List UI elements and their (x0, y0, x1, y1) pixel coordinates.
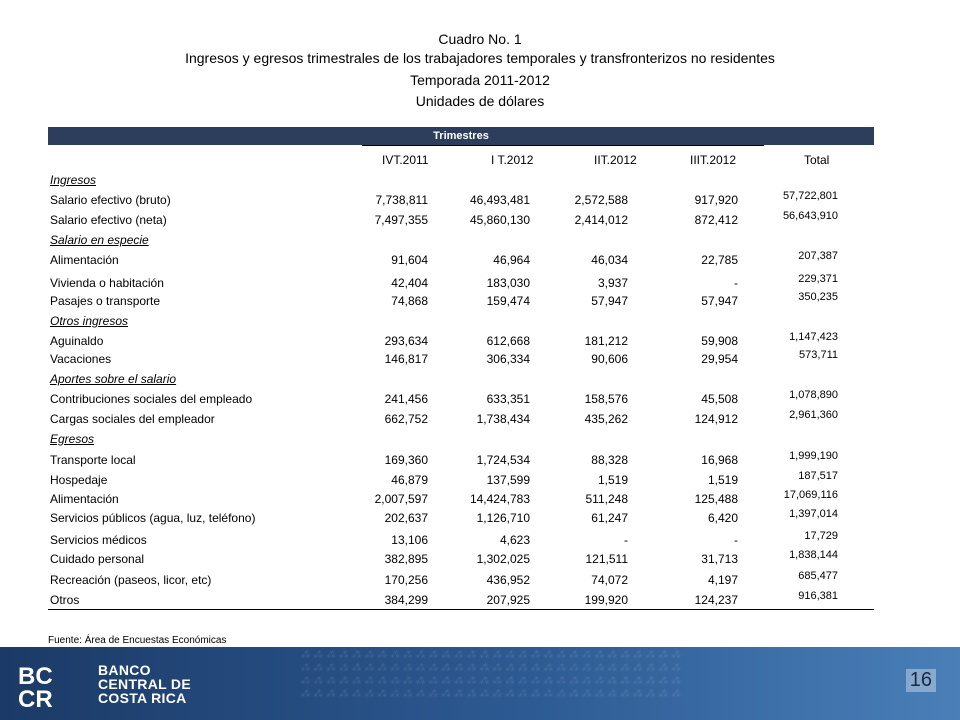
table-number: Cuadro No. 1 (438, 31, 522, 47)
table-cell: 207,925 (486, 593, 530, 607)
table-cell: 199,920 (584, 593, 628, 607)
table-cell: 56,643,910 (782, 210, 838, 222)
table-cell: 2,414,012 (574, 213, 628, 227)
bank-name-line-2: CENTRAL DE (98, 676, 191, 692)
page-number: 16 (906, 669, 936, 692)
table-cell: 90,606 (591, 352, 628, 366)
row-label: Alimentación (50, 253, 119, 267)
table-cell: 229,371 (798, 273, 838, 285)
table-cell: 3,937 (597, 276, 628, 290)
table-row (48, 349, 874, 372)
table-cell: 350,235 (798, 291, 838, 303)
table-cell: - (734, 276, 738, 290)
table-cell: 22,785 (701, 253, 738, 267)
section-header-row (48, 432, 874, 452)
column-header-total: Total (804, 153, 830, 167)
table-units: Unidades de dólares (415, 93, 545, 109)
row-label: Cuidado personal (50, 552, 145, 566)
table-cell: 14,424,783 (469, 492, 530, 506)
row-label: Transporte local (50, 453, 136, 467)
table-cell: 6,420 (707, 511, 738, 525)
table-cell: 46,879 (391, 473, 428, 487)
row-label: Alimentación (50, 492, 119, 506)
table-row (48, 508, 874, 531)
table-cell: 46,493,481 (469, 193, 530, 207)
table-row (48, 250, 874, 273)
table-cell: 435,262 (584, 412, 628, 426)
watermark-pattern: ⁂ ⁂ ⁂ ⁂ ⁂ ⁂ ⁂ ⁂ ⁂ ⁂ ⁂ ⁂ ⁂ ⁂ ⁂ ⁂ ⁂ ⁂ ⁂ ⁂ ⁂ ⁂ ⁂ ⁂ ⁂ ⁂ ⁂ ⁂ ⁂ ⁂ ⁂ ⁂ ⁂ ⁂ ⁂ ⁂ ⁂ ⁂ ⁂ ⁂ ⁂ ⁂ ⁂ ⁂ ⁂ ⁂ ⁂ ⁂ ⁂ ⁂ ⁂ ⁂ ⁂ ⁂ ⁂ ⁂ ⁂ ⁂ ⁂ ⁂ ⁂ ⁂ ⁂ ⁂ ⁂ ⁂ ⁂ ⁂ ⁂ ⁂ ⁂ ⁂ ⁂ ⁂ ⁂ ⁂ ⁂ ⁂ ⁂ ⁂ ⁂ ⁂ ⁂ ⁂ ⁂ ⁂ ⁂ ⁂ ⁂ ⁂ ⁂ ⁂ ⁂ ⁂ ⁂ ⁂ ⁂ ⁂ ⁂ ⁂ ⁂ ⁂ ⁂ ⁂ ⁂ ⁂ ⁂ ⁂ ⁂ ⁂ ⁂ ⁂ ⁂ ⁂ ⁂ ⁂ ⁂ ⁂ ⁂ ⁂ (300, 650, 681, 700)
row-label: Servicios públicos (agua, luz, teléfono) (50, 511, 256, 525)
section-label: Egresos (50, 432, 95, 446)
table-cell: 1,302,025 (476, 552, 530, 566)
row-label: Servicios médicos (50, 533, 147, 547)
table-cell: 187,517 (798, 470, 838, 482)
table-bottom-rule (48, 609, 874, 610)
row-label: Aguinaldo (50, 334, 104, 348)
table-cell: 31,713 (701, 552, 738, 566)
table-cell: 917,920 (694, 193, 738, 207)
section-label: Otros ingresos (50, 314, 129, 328)
row-label: Salario efectivo (bruto) (50, 193, 171, 207)
table-row (48, 409, 874, 432)
table-row (48, 549, 874, 572)
table-cell: 4,197 (707, 573, 738, 587)
table-cell: 1,838,144 (789, 549, 838, 561)
table-cell: 1,519 (707, 473, 738, 487)
table-cell: 16,968 (701, 453, 738, 467)
section-label: Ingresos (50, 173, 97, 187)
table-cell: 573,711 (799, 349, 838, 361)
table-cell: 57,722,801 (782, 190, 838, 202)
table-cell: 872,412 (694, 213, 738, 227)
row-label: Vivienda o habitación (50, 276, 164, 290)
footer-banner (0, 647, 960, 720)
table-cell: 13,106 (391, 533, 428, 547)
table-cell: 124,237 (694, 593, 738, 607)
table-cell: 57,947 (591, 294, 628, 308)
table-cell: 121,511 (585, 552, 628, 566)
bank-name (98, 663, 191, 705)
table-cell: 1,738,434 (476, 412, 530, 426)
bank-name-line-3: COSTA RICA (98, 690, 187, 706)
table-cell: 17,069,116 (783, 489, 838, 501)
group-header-label: Trimestres (433, 130, 489, 142)
table-cell: 436,952 (486, 573, 530, 587)
table-cell: 88,328 (591, 453, 628, 467)
table-cell: 46,964 (493, 253, 530, 267)
table-cell: 1,724,534 (476, 453, 530, 467)
table-cell: 662,752 (384, 412, 428, 426)
table-cell: 124,912 (694, 412, 738, 426)
table-cell: 2,961,360 (789, 409, 838, 421)
table-cell: 29,954 (701, 352, 738, 366)
table-cell: 241,456 (384, 392, 428, 406)
table-season: Temporada 2011-2012 (410, 72, 550, 88)
table-cell: 384,299 (384, 593, 428, 607)
section-label: Salario en especie (50, 233, 149, 247)
column-header-q1-2012: I T.2012 (491, 153, 534, 167)
table-cell: 183,030 (486, 276, 530, 290)
table-cell: 159,474 (486, 294, 530, 308)
table-cell: 45,860,130 (469, 213, 530, 227)
bccr-logo-icon (18, 663, 88, 709)
table-row (48, 590, 874, 613)
bank-name-line-1: BANCO (98, 662, 151, 678)
table-cell: 74,072 (591, 573, 628, 587)
table-cell: 1,999,190 (789, 450, 838, 462)
table-cell: 169,360 (384, 453, 428, 467)
row-label: Cargas sociales del empleador (50, 412, 215, 426)
table-cell: 45,508 (701, 392, 738, 406)
table-cell: 146,817 (384, 352, 428, 366)
quarters-rule (362, 145, 764, 146)
table-cell: - (734, 533, 738, 547)
table-cell: 61,247 (591, 511, 628, 525)
svg-text:BC: BC (18, 663, 53, 690)
table-cell: 1,519 (597, 473, 628, 487)
column-header-q3-2012: IIIT.2012 (690, 153, 737, 167)
table-cell: 46,034 (591, 253, 628, 267)
table-cell: 382,895 (384, 552, 428, 566)
table-cell: 91,604 (391, 253, 428, 267)
table-row (48, 210, 874, 233)
svg-text:CR: CR (18, 686, 53, 709)
table-cell: 4,623 (499, 533, 530, 547)
table-cell: 137,599 (486, 473, 530, 487)
row-label: Recreación (paseos, licor, etc) (50, 573, 212, 587)
table-cell: 181,212 (584, 334, 628, 348)
table-cell: 916,381 (798, 590, 838, 602)
row-label: Otros (50, 593, 80, 607)
table-cell: 685,477 (798, 570, 838, 582)
table-cell: 1,078,890 (789, 389, 838, 401)
table-cell: 57,947 (701, 294, 738, 308)
table-cell: 306,334 (486, 352, 530, 366)
table-cell: 59,908 (701, 334, 738, 348)
source-note: Fuente: Área de Encuestas Económicas (48, 635, 227, 646)
table-cell: 633,351 (486, 392, 530, 406)
row-label: Vacaciones (50, 352, 112, 366)
table-cell: 17,729 (804, 530, 838, 542)
table-cell: 511,248 (585, 492, 628, 506)
table-row (48, 291, 874, 314)
table-cell: 293,634 (384, 334, 428, 348)
table-cell: 207,387 (798, 250, 838, 262)
table-cell: 170,256 (384, 573, 428, 587)
table-cell: 7,497,355 (374, 213, 428, 227)
table-cell: 158,576 (584, 392, 628, 406)
table-cell: 202,637 (384, 511, 428, 525)
row-label: Contribuciones sociales del empleado (50, 392, 253, 406)
section-label: Aportes sobre el salario (50, 372, 177, 386)
row-label: Pasajes o transporte (50, 294, 161, 308)
table-cell: 2,007,597 (374, 492, 428, 506)
table-cell: - (624, 533, 628, 547)
table-cell: 2,572,588 (574, 193, 628, 207)
table-title: Ingresos y egresos trimestrales de los trabajadores temporales y transfronterizos no residentes (185, 50, 775, 66)
table-cell: 1,397,014 (789, 508, 838, 520)
column-header-q4-2011: IVT.2011 (382, 153, 429, 167)
table-cell: 612,668 (486, 334, 530, 348)
row-label: Salario efectivo (neta) (50, 213, 167, 227)
table-cell: 125,488 (694, 492, 738, 506)
row-label: Hospedaje (50, 473, 108, 487)
table-cell: 1,147,423 (789, 331, 838, 343)
table-cell: 42,404 (391, 276, 428, 290)
column-header-q2-2012: IIT.2012 (594, 153, 637, 167)
group-header-bar (48, 127, 874, 145)
table-cell: 1,126,710 (476, 511, 530, 525)
table-cell: 7,738,811 (375, 193, 428, 207)
table-cell: 74,868 (391, 294, 428, 308)
